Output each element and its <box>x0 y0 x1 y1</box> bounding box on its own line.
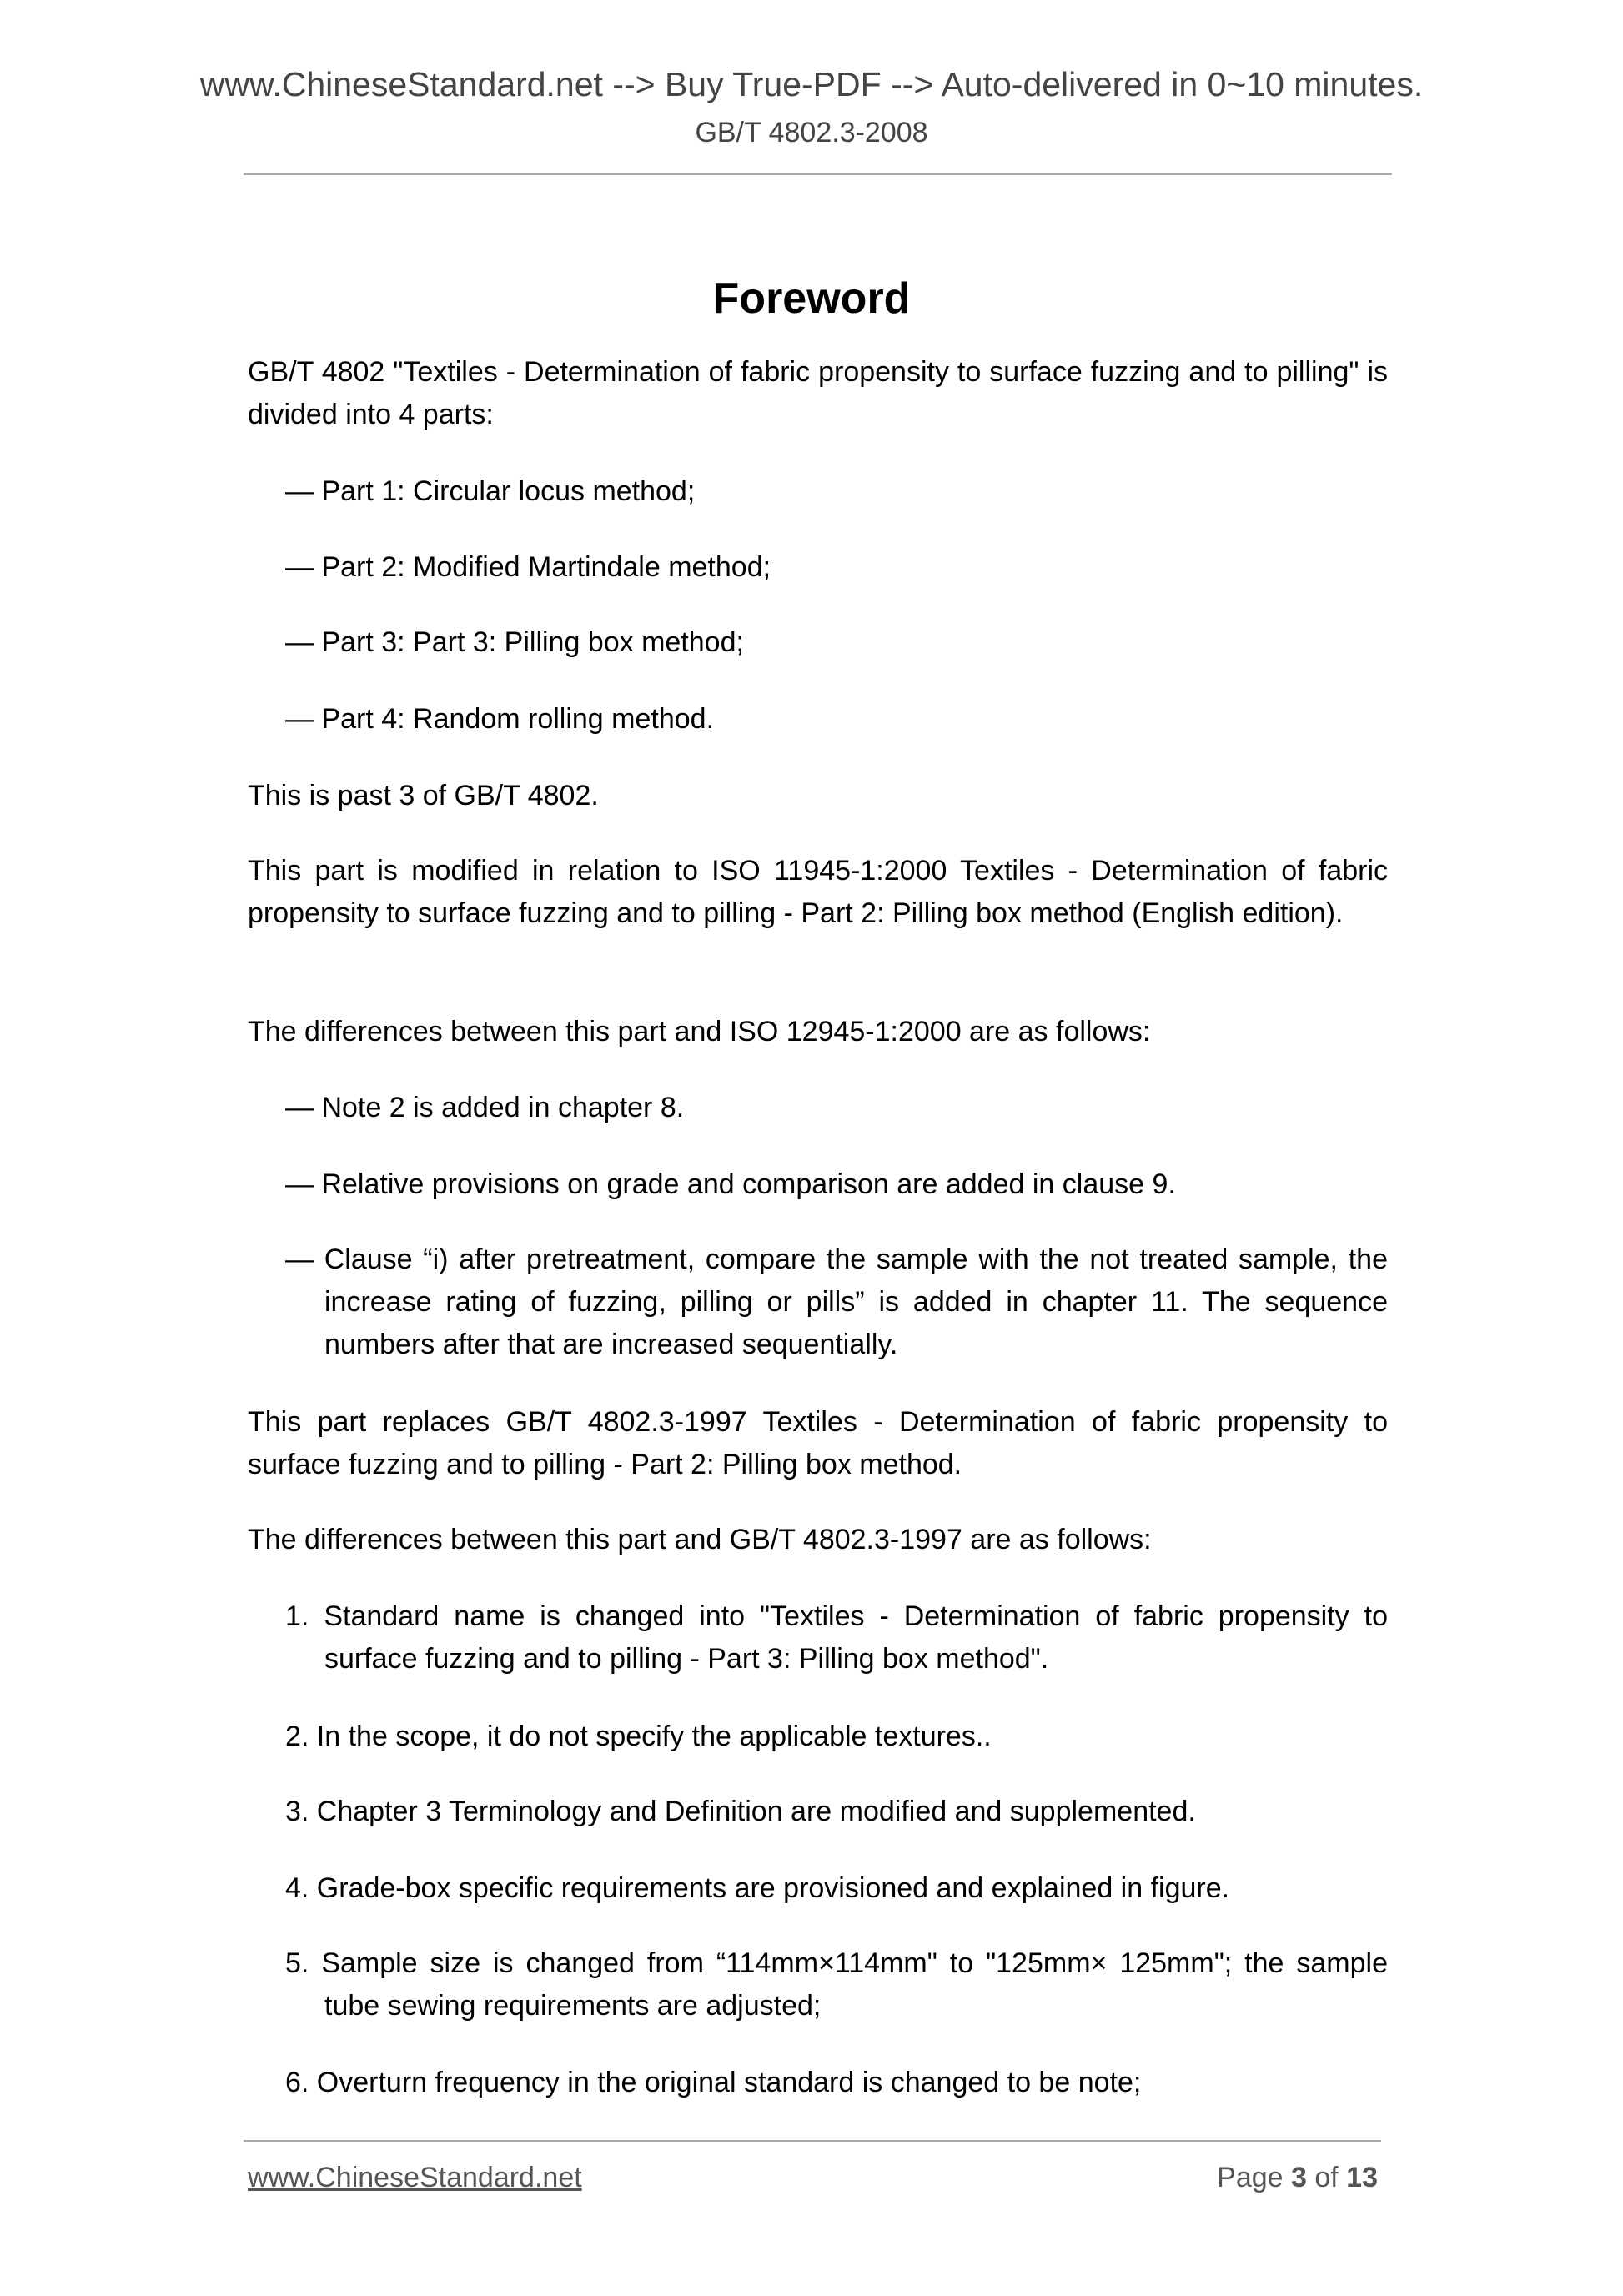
page-of: of <box>1306 2162 1347 2193</box>
list-item: — Note 2 is added in chapter 8. <box>285 1092 685 1123</box>
page-number <box>1217 2162 1378 2194</box>
header-divider <box>244 173 1392 175</box>
footer-divider <box>244 2140 1381 2142</box>
page-prefix: Page <box>1217 2162 1291 2193</box>
list-item: — Part 4: Random rolling method. <box>285 703 715 735</box>
list-item: — Part 2: Modified Martindale method; <box>285 551 771 583</box>
list-item: — Part 1: Circular locus method; <box>285 475 696 507</box>
page-title: Foreword <box>712 274 911 323</box>
paragraph: This part is modified in relation to ISO 11945-1:2000 Textiles - Determination of fabric propensity to surface fuzzing and to pilling - Part 2: Pilling box method (English edition). <box>248 855 1388 929</box>
document-code: GB/T 4802.3-2008 <box>695 117 928 148</box>
header-banner: www.ChineseStandard.net --> Buy True-PDF --> Auto-delivered in 0~10 minutes. <box>199 65 1424 103</box>
page-total: 13 <box>1346 2162 1378 2193</box>
list-item: — Relative provisions on grade and comparison are added in clause 9. <box>285 1168 1176 1200</box>
numbered-item: 3. Chapter 3 Terminology and Definition are modified and supplemented. <box>285 1796 1196 1827</box>
paragraph: The differences between this part and GB/T 4802.3-1997 are as follows: <box>248 1524 1152 1555</box>
list-item: — Clause “i) after pretreatment, compare the sample with the not treated sample, the increase rating of fuzzing, pilling or pills” is added in chapter 11. The sequence numbers after that are increased sequentially. <box>285 1243 1388 1360</box>
paragraph: This is past 3 of GB/T 4802. <box>248 780 599 811</box>
list-item: — Part 3: Part 3: Pilling box method; <box>285 626 744 658</box>
numbered-item: 5. Sample size is changed from “114mm×114mm" to "125mm× 125mm"; the sample tube sewing requirements are adjusted; <box>285 1947 1388 2022</box>
numbered-item: 2. In the scope, it do not specify the applicable textures.. <box>285 1721 992 1752</box>
footer-website-link[interactable]: www.ChineseStandard.net <box>248 2162 582 2193</box>
page-current: 3 <box>1291 2162 1307 2193</box>
paragraph: GB/T 4802 "Textiles - Determination of fabric propensity to surface fuzzing and to pilling" is divided into 4 parts: <box>248 356 1388 430</box>
numbered-item: 4. Grade-box specific requirements are provisioned and explained in figure. <box>285 1872 1230 1904</box>
numbered-item: 6. Overturn frequency in the original standard is changed to be note; <box>285 2067 1142 2098</box>
numbered-item: 1. Standard name is changed into "Textiles - Determination of fabric propensity to surface fuzzing and to pilling - Part 3: Pilling box method". <box>285 1600 1388 1675</box>
paragraph: This part replaces GB/T 4802.3-1997 Textiles - Determination of fabric propensity to surface fuzzing and to pilling - Part 2: Pilling box method. <box>248 1406 1388 1480</box>
paragraph: The differences between this part and ISO 12945-1:2000 are as follows: <box>248 1016 1151 1048</box>
